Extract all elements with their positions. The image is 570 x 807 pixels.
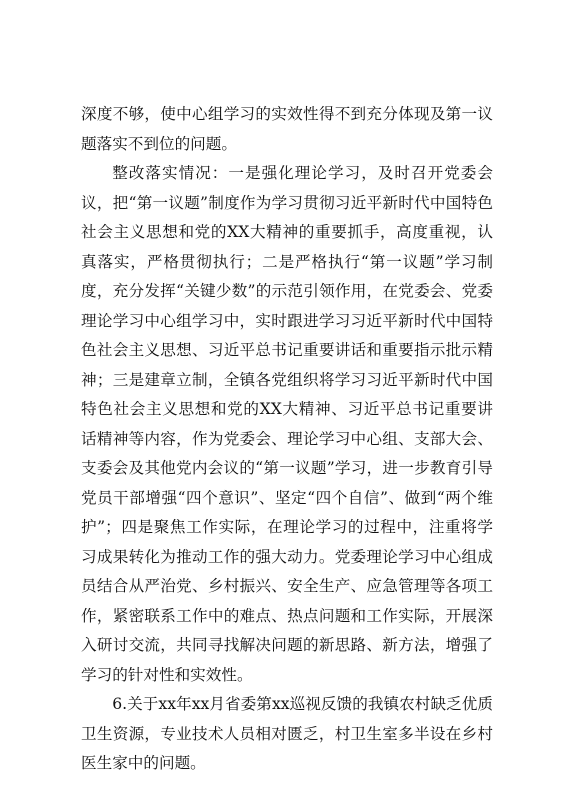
paragraph-rectification-status: 整改落实情况：一是强化理论学习，及时召开党委会议，把“第一议题”制度作为学习贯彻习近平新时代中国特色社会主义思想和党的XX大精神的重要抓手，高度重视，认真落实，严格贯彻执行；二是严格执行“第一议题”学习制度，充分发挥“关键少数”的示范引领作用，在党委会、党委理论学习中心组学习中，实时跟进学习习近平新时代中国特色社会主义思想、习近平总书记重要讲话和重要指示批示精神；三是建章立制，全镇各党组织将学习习近平新时代中国特色社会主义思想和党的XX大精神、习近平总书记重要讲话精神等内容，作为党委会、理论学习中心组、支部大会、支委会及其他党内会议的“第一议题”学习，进一步教育引导党员干部增强“四个意识”、坚定“四个自信”、做到“两个维护”；四是聚焦工作实际，在理论学习的过程中，注重将学习成果转化为推动工作的强大动力。党委理论学习中心组成员结合从严治党、乡村振兴、安全生产、应急管理等各项工作，紧密联系工作中的难点、热点问题和工作实际，开展深入研讨交流，共同寻找解决问题的新思路、新方法，增强了学习的针对性和实效性。: [81, 164, 493, 684]
paragraph-continuation: 深度不够，使中心组学习的实效性得不到充分体现及第一议题落实不到位的问题。: [81, 105, 493, 153]
paragraph-item-6: 6.关于xx年xx月省委第xx巡视反馈的我镇农村缺乏优质卫生资源，专业技术人员相对匮乏，村卫生室多半设在乡村医生家中的问题。: [81, 695, 493, 772]
document-body: [81, 100, 493, 779]
